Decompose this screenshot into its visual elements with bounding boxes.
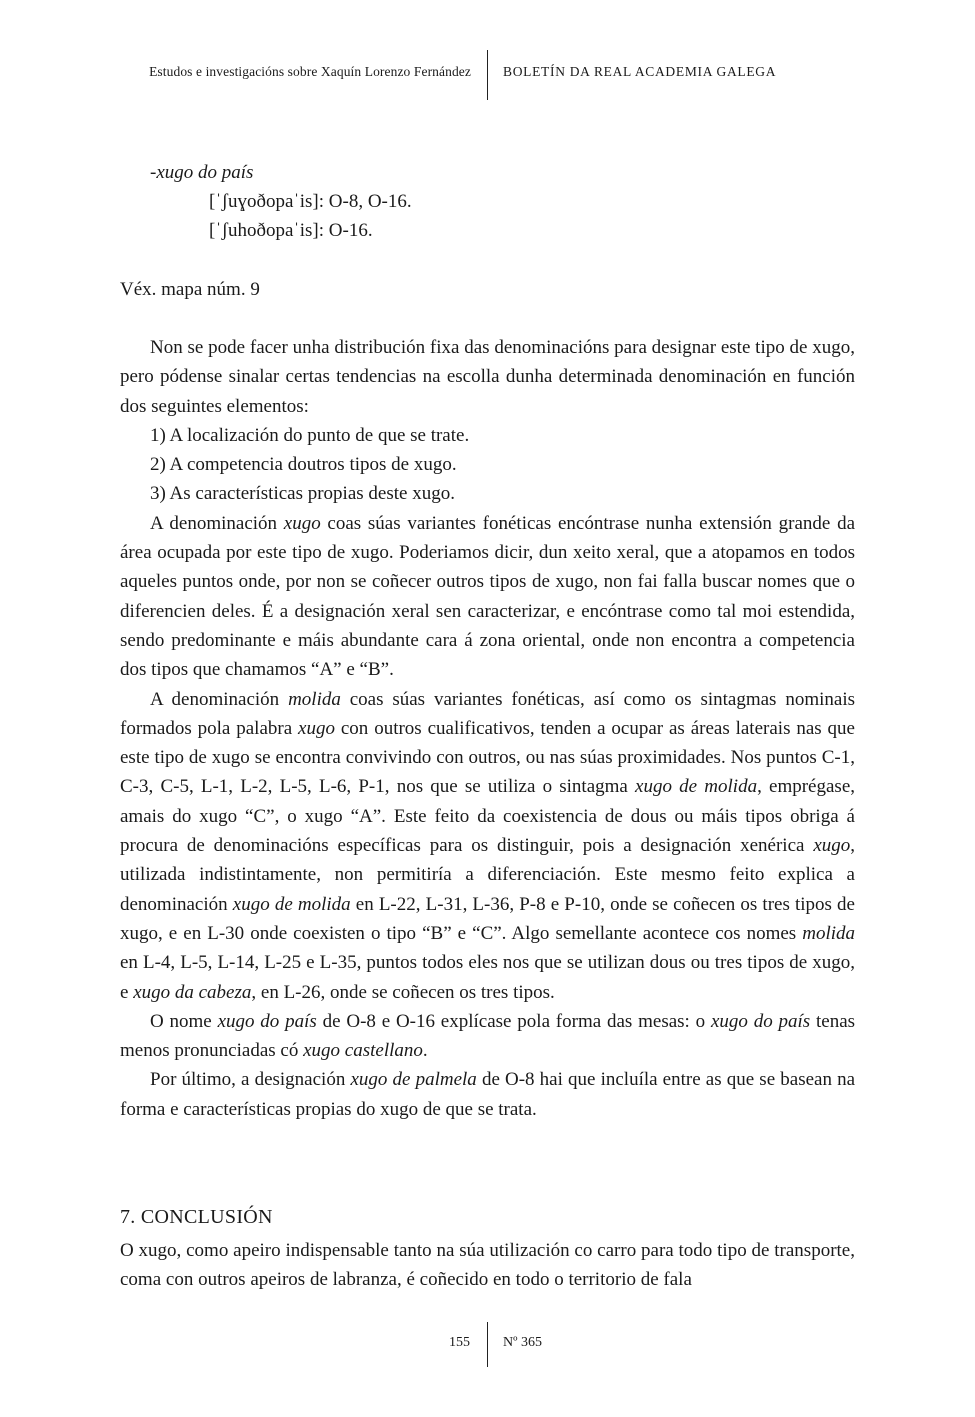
list-item: 3) As características propias deste xugo. [150,483,455,505]
paragraph-1: Non se pode facer unha distribución fixa das denominacións para designar este tipo de xugo, pero pódense sinalar certas tendencias na escolla dunha determinada denominación en función dos seguintes elementos: [120,337,855,417]
map-reference: Véx. mapa núm. 9 [120,279,260,300]
paragraph-4: O nome xugo do país de O-8 e O-16 explícase pola forma das mesas: o xugo do país tenas menos pronunciadas có xugo castellano. [120,1010,856,1062]
paragraph-5: Por último, a designación xugo de palmela de O-8 hai que incluíla entre as que se basean na forma e características propias do xugo de que se trata. [120,1069,856,1120]
list-item: 2) A competencia doutros tipos de xugo. [150,454,457,476]
paragraph-3: A denominación molida coas súas variantes fonéticas, así como os sintagmas nominais formados pola palabra xugo con outros cualificativos, tenden a ocupar as áreas laterais nas que este tipo de xugo se encontra convivindo con outros, ou nas súas proximidades. Nos puntos C-1, C-3, C-5, L-1, L-2, L-5, L-6, P-1, nos que se utiliza o sintagma xugo de molida, emprégase, amais do xugo “C”, o xugo “A”. Este feito da coexistencia de dous ou máis tipos obriga á procura de denominacións específicas para os distinguir, pois a designación xenérica xugo, utilizada indistintamente, non permitiría a diferenciación. Este mesmo feito explica a denominación xugo de molida en L-22, L-31, L-36, P-8 e P-10, onde se coñecen os tres tipos de xugo, e en L-30 onde coexisten o tipo “B” e “C”. Algo semellante acontece cos nomes molida en L-4, L-5, L-14, L-25 e L-35, puntos todos eles nos que se utilizan dous ou tres tipos de xugo, e xugo da cabeza, en L-26, onde se coñecen os tres tipos. [120,688,855,1003]
body-text [120,333,855,1124]
issue-number: Nº 365 [503,1335,542,1350]
footer-divider [487,1322,488,1367]
list-item: 1) A localización do punto de que se trate. [150,424,470,446]
running-header-left: Estudos e investigacións sobre Xaquín Lorenzo Fernández [149,64,471,79]
paragraph-2: A denominación xugo coas súas variantes fonéticas encóntrase nunha extensión grande da área ocupada por este tipo de xugo. Poderiamos dicir, dun xeito xeral, que a atopamos en todos aqueles puntos onde, por non se coñecer outros tipos de xugo, non fai falla buscar nomes que o diferencien deles. É a designación xeral sen caracterizar, e encóntrase como tal moi estendida, sendo predominante e máis abundante cara á zona oriental, onde non encontra a competencia dos tipos que chamamos “A” e “B”. [120,512,855,681]
running-header-right: BOLETÍN DA REAL ACADEMIA GALEGA [503,64,777,79]
header-divider [487,50,488,100]
entry-phonetic-1: [ˈʃuɣoðopaˈis]: O-8, O-16. [209,191,412,212]
section-heading: 7. CONCLUSIÓN [120,1206,273,1228]
section-body [120,1236,855,1295]
entry-phonetic-2: [ˈʃuhoðopaˈis]: O-16. [209,220,373,241]
entry-term: -xugo do país [150,162,254,183]
page-number: 155 [449,1335,470,1350]
section-paragraph: O xugo, como apeiro indispensable tanto na súa utilización co carro para todo tipo de transporte, coma con outros apeiros de labranza, é coñecido en todo o territorio de fala [120,1240,855,1291]
